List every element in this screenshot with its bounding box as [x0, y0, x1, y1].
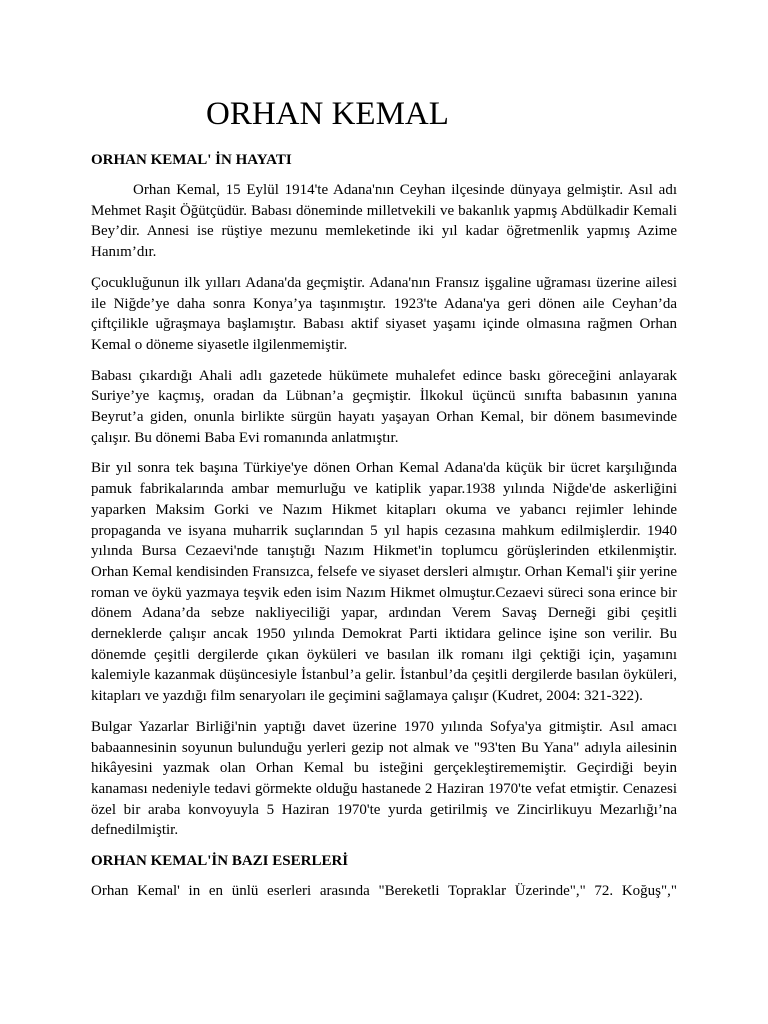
- document-title: ORHAN KEMAL: [206, 96, 449, 132]
- paragraph-death: Bulgar Yazarlar Birliği'nin yaptığı davet üzerine 1970 yılında Sofya'ya gitmiştir. Asıl amacı babaannesinin soyunun bulunduğu yerleri gezip not almak ve "93'ten Bu Yana" adıyla ailesinin hikâyesini yazmak olan Orhan Kemal bu isteğini gerçekleştirememiştir. Geçirdiği beyin kanaması nedeniyle tedavi görmekte olduğu hastanede 2 Haziran 1970'te vefat etmiştir. Cenazesi özel bir araba konvoyuyla 5 Haziran 1970'te yurda getirilmiş ve Zincirlikuyu Mezarlığı’na defnedilmiştir.: [91, 718, 677, 839]
- paragraph-childhood: Çocukluğunun ilk yılları Adana'da geçmiştir. Adana'nın Fransız işgaline uğraması üzerine ailesi ile Niğde’ye daha sonra Konya’ya taşınmıştır. 1923'te Adana'ya geri dönen aile Ceyhan’da çiftçilikle uğraşmaya başlamıştır. Babası aktif siyaset yaşamı içinde olmasına rağmen Orhan Kemal o döneme siyasetle ilgilenmemiştir.: [91, 274, 677, 353]
- paragraph-career: Bir yıl sonra tek başına Türkiye'ye dönen Orhan Kemal Adana'da küçük bir ücret karşılığında pamuk fabrikalarında ambar memurluğu ve katiplik yapar.1938 yılında Niğde'de askerliğini yaparken Maksim Gorki ve Nazım Hikmet kitapları okuma ve yabancı rejimler lehinde propaganda ve isyana muharrik suçlarından 5 yıl hapis cezasına mahkum edilmişlerdir. 1940 yılında Bursa Cezaevi'nde tanıştığı Nazım Hikmet'in toplumcu görüşlerinden etkilenmiştir. Orhan Kemal kendisinden Fransızca, felsefe ve siyaset dersleri almıştır. Orhan Kemal'i şiir yerine roman ve öykü yazmaya teşvik eden isim Nazım Hikmet olmuştur.Cezaevi süreci sona erince bir dönem Adana’da sebze nakliyeciliği yapar, ardından Verem Savaş Derneği gibi çeşitli derneklerde çalışır ancak 1950 yılında Demokrat Parti iktidara gelince işine son verilir. Bu dönemde çeşitli dergilerde çıkan öyküleri ve basılan ilk romanı ilgi çektiği için, yaşamını kalemiyle kazanmak düşüncesiyle İstanbul’a gelir. İstanbul’da çeşitli dergilerde basılan öyküleri, kitapları ve yazdığı film senaryoları ile geçimini sağlamaya çalışır (Kudret, 2004: 321-322).: [91, 460, 677, 705]
- section-heading-works: ORHAN KEMAL'İN BAZI ESERLERİ: [91, 853, 349, 870]
- paragraph-exile: Babası çıkardığı Ahali adlı gazetede hükümete muhalefet edince baskı göreceğini anlayarak Suriye’ye kaçmış, oradan da Lübnan’a geçmiştir. İlkokul üçüncü sınıfta babasının yanına Beyrut’a giden, onunla birlikte sürgün hayatı yaşayan Orhan Kemal, bir dönem basımevinde çalışır. Bu dönemi Baba Evi romanında anlatmıştır.: [91, 367, 677, 446]
- document-body: [91, 150, 677, 902]
- paragraph-works: Orhan Kemal' in en ünlü eserleri arasında "Bereketli Topraklar Üzerinde"," 72. Koğuş",": [91, 883, 677, 900]
- section-heading-biography: ORHAN KEMAL' İN HAYATI: [91, 152, 292, 168]
- paragraph-birth: Orhan Kemal, 15 Eylül 1914'te Adana'nın Ceyhan ilçesinde dünyaya gelmiştir. Asıl adı Mehmet Raşit Öğütçüdür. Babası döneminde milletvekili ve bakanlık yapmış Abdülkadir Kemali Bey’dir. Annesi ise rüştiye mezunu memleketinde iki yıl kadar öğretmenlik yapmış Azime Hanım’dır.: [91, 182, 677, 261]
